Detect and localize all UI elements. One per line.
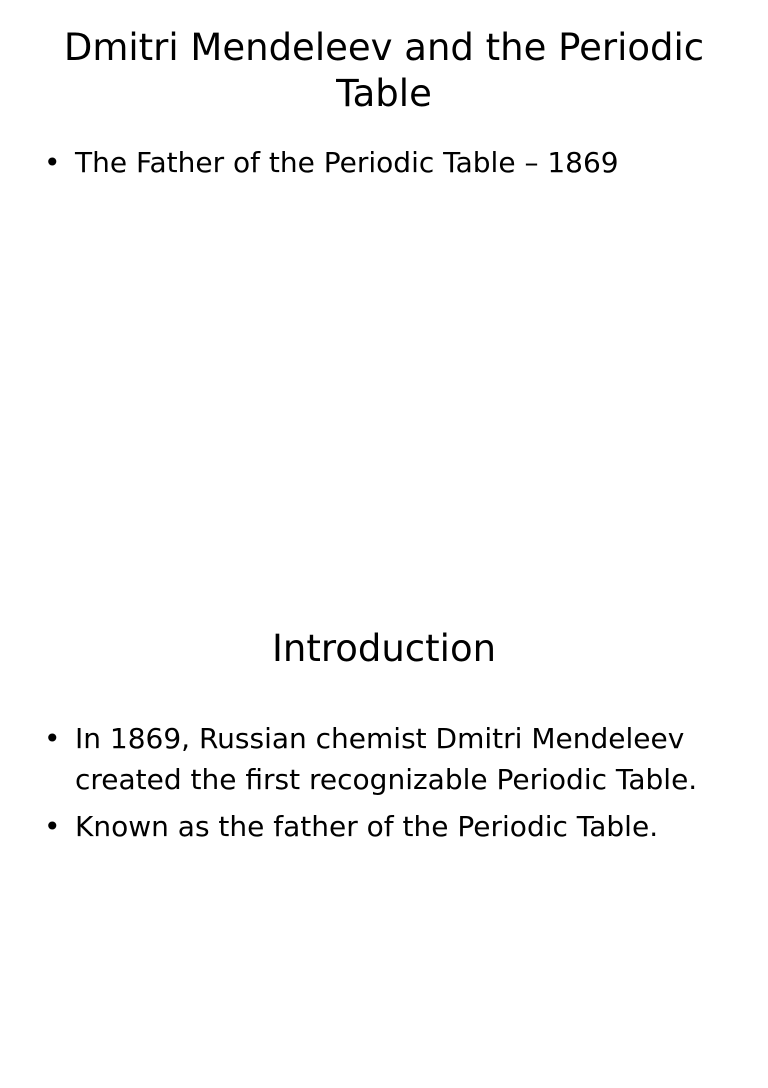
bullet-list xyxy=(44,142,734,189)
bullet-list xyxy=(44,718,734,853)
bullet-item xyxy=(44,806,734,847)
slide-2 xyxy=(0,576,768,1088)
bullet-item xyxy=(44,718,734,800)
bullet-icon: • xyxy=(44,146,61,179)
bullet-text: The Father of the Periodic Table – 1869 xyxy=(75,146,619,179)
bullet-text: Known as the father of the Periodic Table. xyxy=(75,810,659,843)
bullet-text: In 1869, Russian chemist Dmitri Mendeleev created the first recognizable Periodic Table. xyxy=(75,722,698,796)
slide-title: Dmitri Mendeleev and the Periodic Table xyxy=(63,26,705,115)
bullet-icon: • xyxy=(44,810,61,843)
bullet-item xyxy=(44,142,734,183)
slide-title: Introduction xyxy=(271,627,497,670)
slide-1 xyxy=(0,0,768,512)
bullet-icon: • xyxy=(44,722,61,755)
